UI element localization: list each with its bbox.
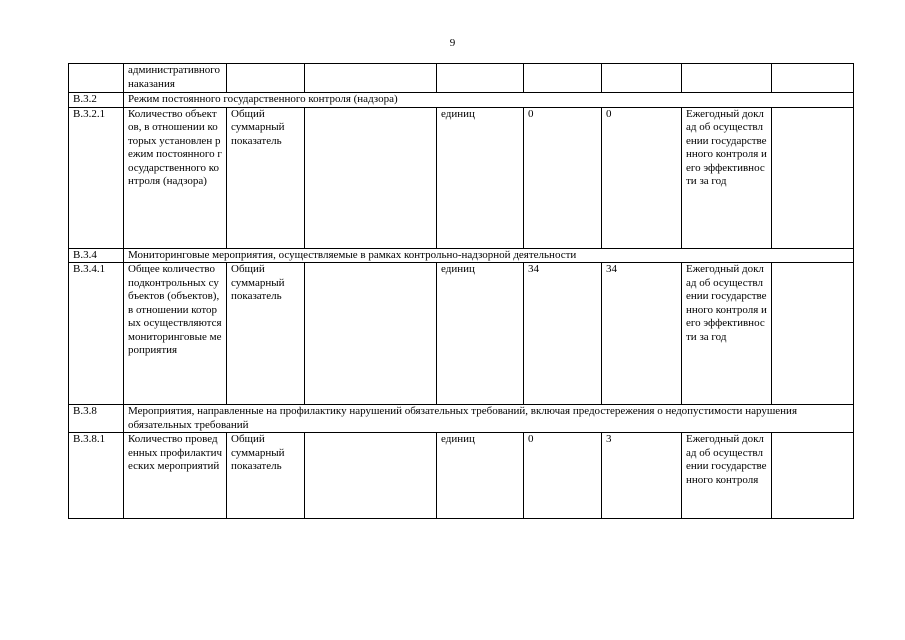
cell-code: В.3.4.1	[69, 263, 124, 405]
cell-name: Количество объектов, в отношении которых установлен режим постоянного государственного контроля (надзора)	[124, 107, 227, 248]
cell-formula	[305, 107, 437, 248]
table-row	[69, 433, 854, 519]
cell-source	[682, 64, 772, 93]
cell-unit: единиц	[437, 263, 524, 405]
indicators-table	[68, 63, 854, 519]
cell-value-target: 34	[602, 263, 682, 405]
cell-type: Общий суммарный показатель	[227, 263, 305, 405]
cell-value-base	[524, 64, 602, 93]
table-row	[69, 107, 854, 248]
cell-name: административного наказания	[124, 64, 227, 93]
table-row-continuation	[69, 64, 854, 93]
table-row	[69, 263, 854, 405]
section-title: Режим постоянного государственного контроля (надзора)	[124, 93, 854, 108]
cell-name: Общее количество подконтрольных субъектов (объектов), в отношении которых осуществляются мониторинговые мероприятия	[124, 263, 227, 405]
cell-formula	[305, 64, 437, 93]
section-title: Мониторинговые мероприятия, осуществляемые в рамках контрольно-надзорной деятельности	[124, 248, 854, 263]
cell-value-base: 0	[524, 433, 602, 519]
cell-code: В.3.2.1	[69, 107, 124, 248]
cell-value-target: 3	[602, 433, 682, 519]
cell-code	[69, 64, 124, 93]
cell-source: Ежегодный доклад об осуществлении государственного контроля	[682, 433, 772, 519]
cell-note	[772, 107, 854, 248]
cell-formula	[305, 433, 437, 519]
cell-formula	[305, 263, 437, 405]
section-row	[69, 405, 854, 433]
cell-value-target	[602, 64, 682, 93]
section-title: Мероприятия, направленные на профилактику нарушений обязательных требований, включая предостережения о недопустимости нарушения обязательных требований	[124, 405, 854, 433]
section-code: В.3.2	[69, 93, 124, 108]
cell-unit: единиц	[437, 433, 524, 519]
cell-source: Ежегодный доклад об осуществлении государственного контроля и его эффективности за год	[682, 107, 772, 248]
cell-name: Количество проведенных профилактических мероприятий	[124, 433, 227, 519]
section-code: В.3.4	[69, 248, 124, 263]
cell-code: В.3.8.1	[69, 433, 124, 519]
cell-unit: единиц	[437, 107, 524, 248]
cell-type	[227, 64, 305, 93]
section-row	[69, 93, 854, 108]
cell-note	[772, 64, 854, 93]
cell-value-base: 0	[524, 107, 602, 248]
section-code: В.3.8	[69, 405, 124, 433]
cell-note	[772, 433, 854, 519]
cell-type: Общий суммарный показатель	[227, 433, 305, 519]
section-row	[69, 248, 854, 263]
cell-value-target: 0	[602, 107, 682, 248]
page-number: 9	[449, 37, 456, 49]
cell-value-base: 34	[524, 263, 602, 405]
cell-unit	[437, 64, 524, 93]
cell-note	[772, 263, 854, 405]
cell-type: Общий суммарный показатель	[227, 107, 305, 248]
cell-source: Ежегодный доклад об осуществлении государственного контроля и его эффективности за год	[682, 263, 772, 405]
